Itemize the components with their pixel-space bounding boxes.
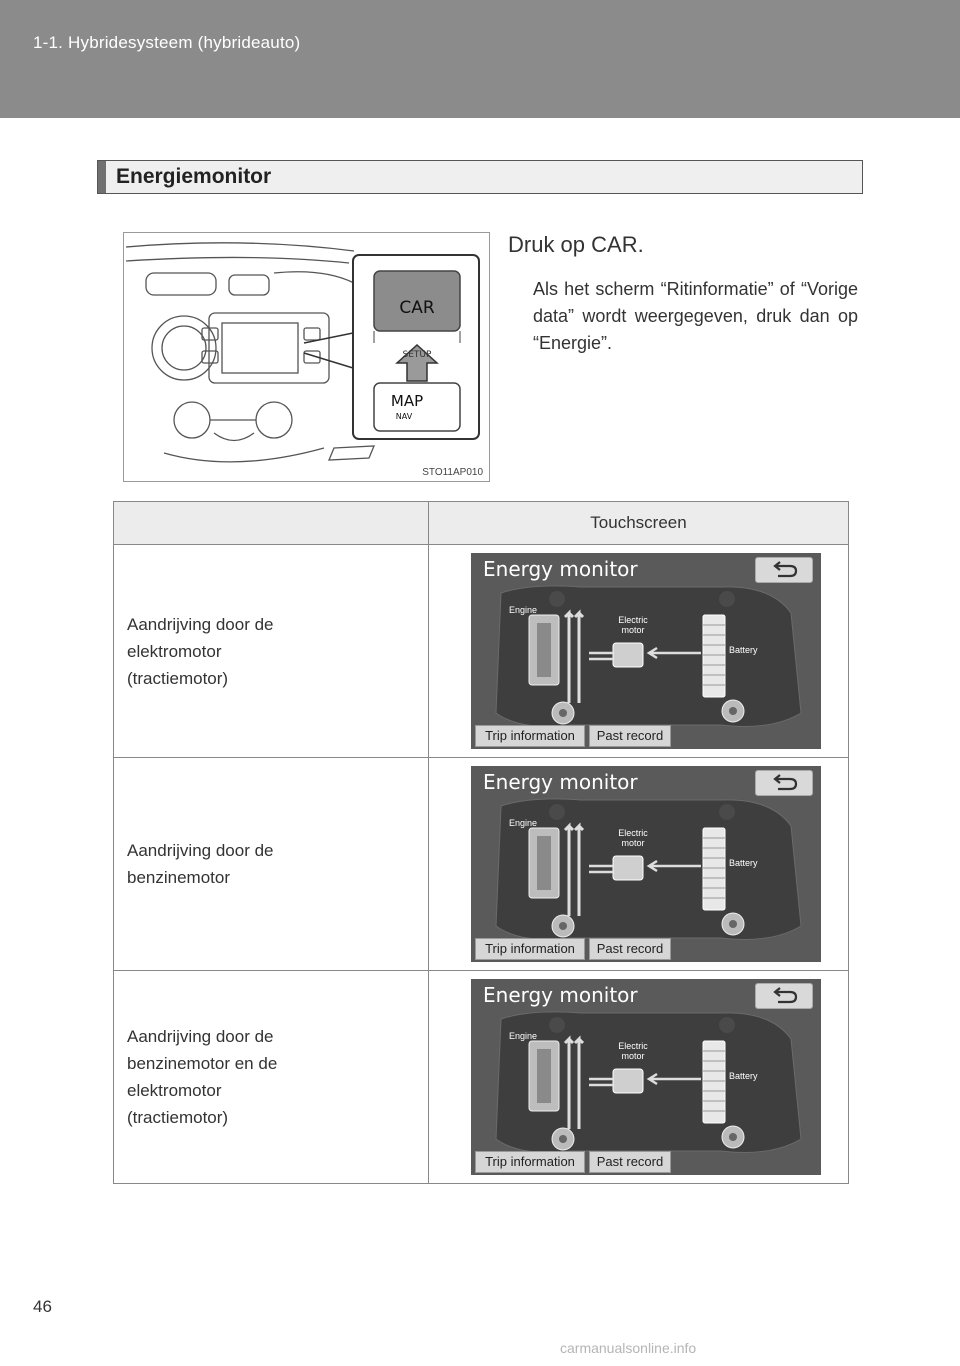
engine-label: Engine [509, 605, 538, 615]
setup-button-label: SETUP [402, 350, 432, 360]
battery-label: Battery [729, 1071, 758, 1081]
figure-code: STO11AP010 [422, 467, 483, 478]
past-record-button[interactable]: Past record [589, 1151, 671, 1173]
map-button-label: MAP [390, 392, 424, 410]
past-record-button[interactable]: Past record [589, 725, 671, 747]
section-heading-bar [98, 161, 106, 193]
electric-motor-label: Electric motor [618, 615, 648, 635]
page-header [0, 0, 960, 118]
back-button[interactable] [755, 983, 813, 1009]
table-row [114, 545, 849, 758]
section-title: Energiemonitor [116, 165, 272, 188]
screen-cell [429, 758, 849, 971]
electric-motor-label: Electric motor [618, 1041, 648, 1061]
engine-label: Engine [509, 818, 538, 828]
section-heading [97, 160, 863, 194]
screen-title: Energy monitor [483, 983, 638, 1007]
table-header-screen: Touchscreen [429, 502, 849, 545]
row-label: Aandrijving door de elektromotor (tractiemotor) [114, 545, 429, 758]
trip-information-button[interactable]: Trip information [475, 725, 585, 747]
table-row [114, 758, 849, 971]
section-path: 1-1. Hybridesysteem (hybrideauto) [33, 33, 301, 52]
screen-title: Energy monitor [483, 557, 638, 581]
table-header-label [114, 502, 429, 545]
table-header-row [114, 502, 849, 545]
back-arrow-icon [756, 984, 812, 1008]
row-label: Aandrijving door de benzinemotor en de elektromotor (tractiemotor) [114, 971, 429, 1184]
back-button[interactable] [755, 770, 813, 796]
battery-label: Battery [729, 645, 758, 655]
trip-information-button[interactable]: Trip information [475, 1151, 585, 1173]
engine-label: Engine [509, 1031, 538, 1041]
back-arrow-icon [756, 771, 812, 795]
electric-motor-label: Electric motor [618, 828, 648, 848]
dashboard-illustration [123, 232, 490, 482]
energy-monitor-screenshot [471, 553, 821, 749]
dashboard-drawing [124, 233, 489, 481]
page-number: 46 [33, 1297, 52, 1316]
energy-monitor-screenshot [471, 979, 821, 1175]
car-button-label: CAR [399, 298, 435, 318]
instruction-step: Druk op CAR. [508, 232, 644, 257]
screen-cell [429, 545, 849, 758]
back-arrow-icon [756, 558, 812, 582]
past-record-button[interactable]: Past record [589, 938, 671, 960]
screen-title: Energy monitor [483, 770, 638, 794]
table-row [114, 971, 849, 1184]
back-button[interactable] [755, 557, 813, 583]
screen-cell [429, 971, 849, 1184]
watermark: carmanualsonline.info [560, 1340, 697, 1356]
instruction-note: Als het scherm “Ritinformatie” of “Vorige data” wordt weergegeven, druk dan op “Energie”. [533, 279, 858, 353]
battery-label: Battery [729, 858, 758, 868]
row-label: Aandrijving door de benzinemotor [114, 758, 429, 971]
drive-mode-table [113, 501, 849, 1184]
nav-button-label: NAV [395, 412, 413, 421]
trip-information-button[interactable]: Trip information [475, 938, 585, 960]
energy-monitor-screenshot [471, 766, 821, 962]
